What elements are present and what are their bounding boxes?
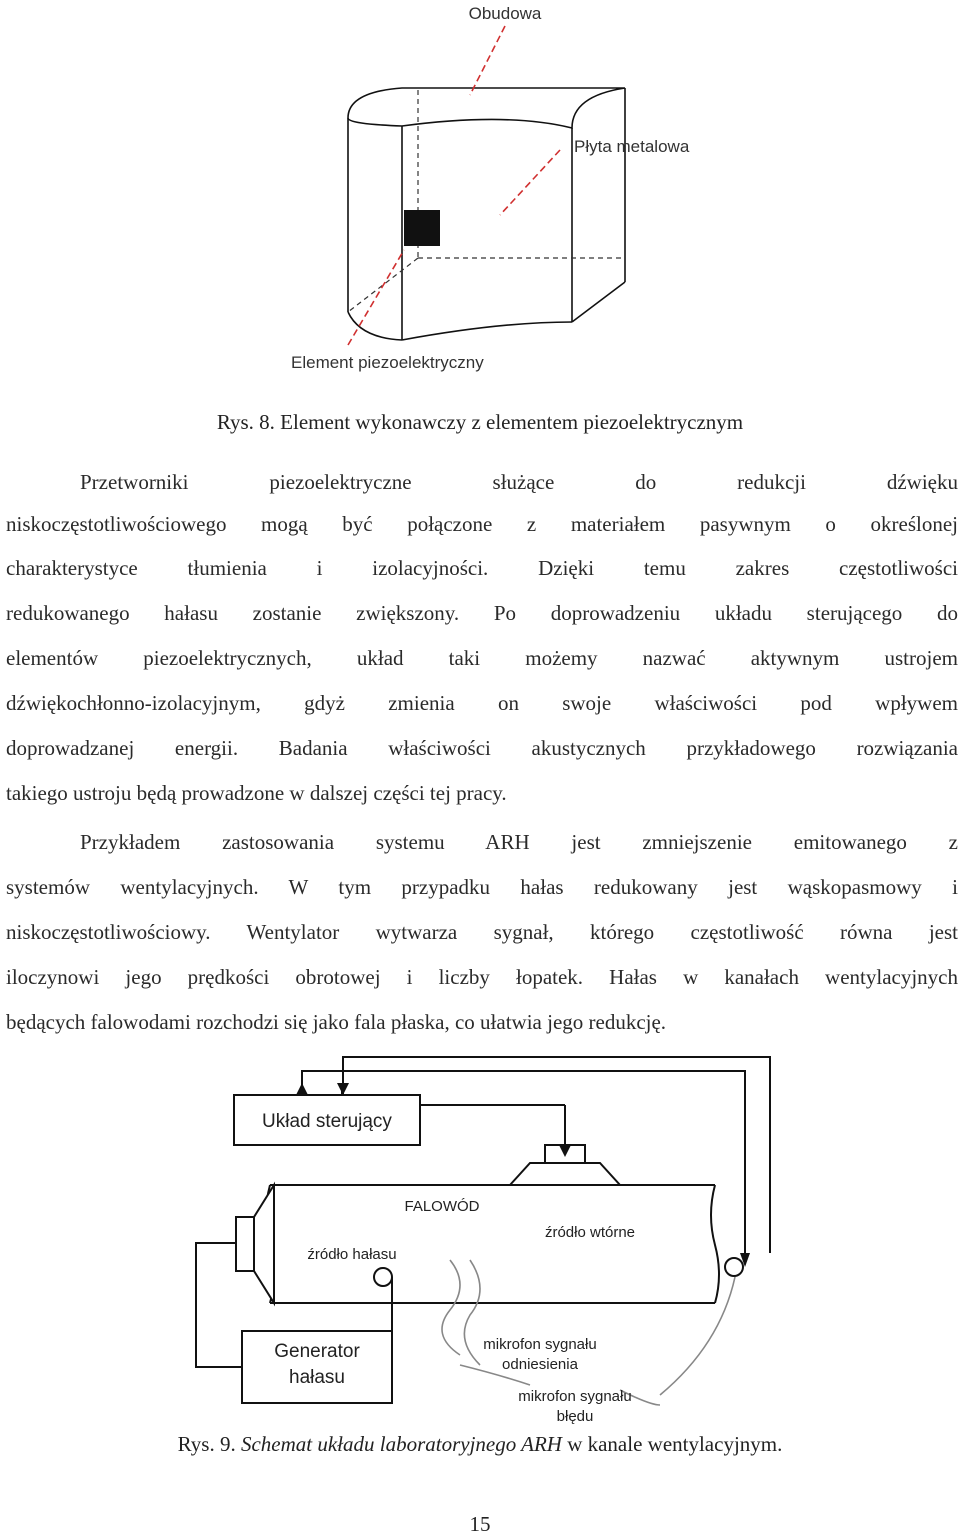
- label-mikrofon-bledu-2: błędu: [556, 1408, 594, 1425]
- paragraph-line: Przetworniki piezoelektryczne służące do redukcji dźwięku: [80, 470, 958, 494]
- paragraph-line: dźwiękochłonno-izolacyjnym, gdyż zmienia on swoje właściwości pod wpływem: [6, 691, 958, 715]
- paragraph-line: redukowanego hałasu zostanie zwiększony. Po doprowadzeniu układu sterującego do: [6, 601, 958, 625]
- paragraph-line: niskoczęstotliwościowego mogą być połączone z materiałem pasywnym o określonej: [6, 512, 958, 536]
- label-generator-halasu: hałasu: [289, 1367, 345, 1388]
- label-uklad-sterujacy: Układ sterujący: [262, 1111, 392, 1132]
- figure-caption-2: [0, 1432, 960, 1457]
- paragraph-line: elementów piezoelektrycznych, układ taki możemy nazwać aktywnym ustrojem: [6, 646, 958, 670]
- label-zrodlo-halasu: źródło hałasu: [307, 1246, 397, 1263]
- page-number: 15: [469, 1512, 491, 1536]
- paragraph-line: Przykładem zastosowania systemu ARH jest zmniejszenie emitowanego z: [80, 830, 958, 854]
- caption2-italic: Schemat układu laboratoryjnego ARH: [240, 1432, 562, 1456]
- label-plyta-metalowa: Płyta metalowa: [574, 137, 690, 156]
- paragraph-line: niskoczęstotliwościowy. Wentylator wytwarza sygnał, którego częstotliwość równa jest: [6, 920, 958, 944]
- label-obudowa: Obudowa: [468, 4, 542, 23]
- caption2-suffix: w kanale wentylacyjnym.: [561, 1432, 783, 1456]
- paragraph-line: charakterystyce tłumienia i izolacyjności. Dzięki temu zakres częstotliwości: [6, 556, 958, 580]
- piezo-element-square: [404, 210, 440, 246]
- figure-caption-1: Rys. 8. Element wykonawczy z elementem piezoelektrycznym: [216, 410, 744, 434]
- label-zrodlo-wtorne: źródło wtórne: [544, 1224, 636, 1241]
- label-falowod: FALOWÓD: [404, 1198, 480, 1215]
- paragraph-line: doprowadzanej energii. Badania właściwości akustycznych przykładowego rozwiązania: [6, 736, 958, 760]
- paragraph-line: systemów wentylacyjnych. W tym przypadku hałas redukowany jest wąskopasmowy i: [6, 875, 958, 899]
- label-generator: Generator: [274, 1341, 360, 1362]
- caption2-prefix: Rys. 9.: [177, 1432, 241, 1456]
- label-mikrofon-odniesienia-1: mikrofon sygnału: [483, 1336, 597, 1353]
- label-mikrofon-bledu-1: mikrofon sygnału: [518, 1388, 632, 1405]
- enclosure-drawing: [0, 0, 960, 385]
- label-element-piezoelektryczny: Element piezoelektryczny: [291, 353, 484, 372]
- paragraph-line: takiego ustroju będą prowadzone w dalszej części tej pracy.: [6, 781, 507, 805]
- paragraph-line: iloczynowi jego prędkości obrotowej i liczby łopatek. Hałas w kanałach wentylacyjnych: [6, 965, 958, 989]
- arh-schematic-drawing: [0, 1045, 960, 1430]
- label-mikrofon-odniesienia-2: odniesienia: [502, 1356, 578, 1373]
- figure-arh-schematic: [0, 1045, 960, 1430]
- figure-enclosure: [0, 0, 960, 385]
- paragraph-line: będących falowodami rozchodzi się jako fala płaska, co ułatwia jego redukcję.: [6, 1010, 667, 1034]
